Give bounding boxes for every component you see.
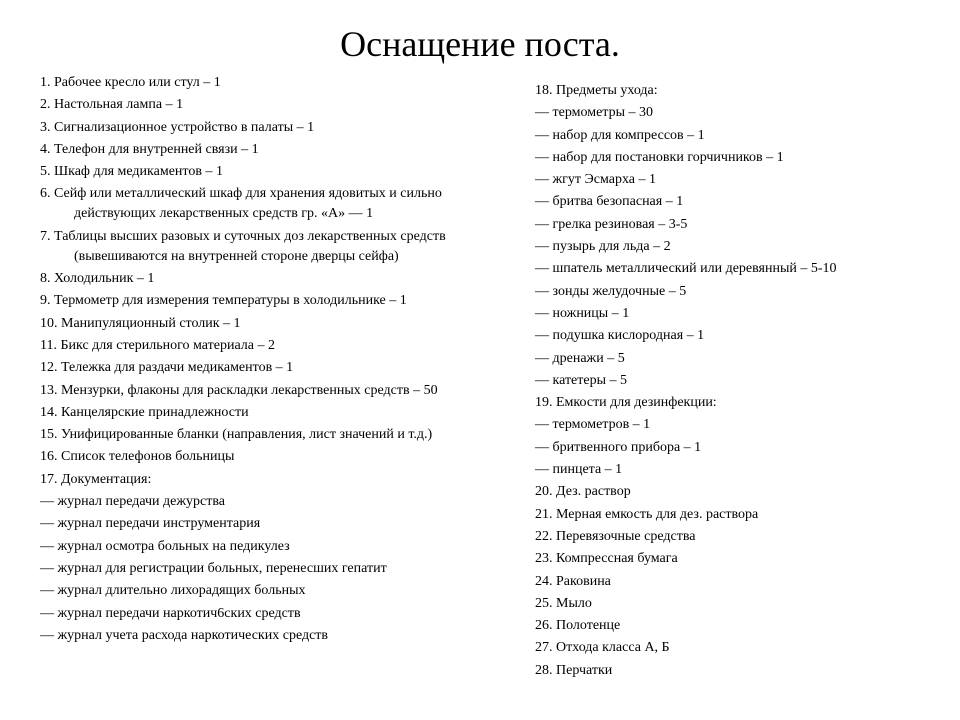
list-item-text: — грелка резиновая – 3-5 <box>535 216 688 232</box>
list-item-text: — журнал учета расхода наркотических средств <box>40 627 329 643</box>
list-item <box>535 170 935 190</box>
list-item-text: 19. Емкости для дезинфекции: <box>535 395 717 411</box>
list-item <box>40 626 520 646</box>
list-item-text: 8. Холодильник – 1 <box>40 271 155 287</box>
list-item <box>40 581 520 601</box>
list-item <box>535 192 935 212</box>
list-item-text: 26. Полотенце <box>535 618 621 634</box>
list-item-text: 3. Сигнализационное устройство в палаты – 1 <box>40 119 315 135</box>
list-item <box>40 425 520 445</box>
slide-title: Оснащение поста. <box>340 24 620 64</box>
list-item <box>535 460 935 480</box>
list-item-text: 28. Перчатки <box>535 662 613 678</box>
list-item-text: — подушка кислородная – 1 <box>535 328 705 344</box>
list-item <box>40 314 520 334</box>
list-item-continuation: действующих лекарственных средств гр. «А» — 1 <box>74 206 374 222</box>
list-item-text: — зонды желудочные – 5 <box>535 283 687 299</box>
list-item <box>535 371 935 391</box>
list-item-text: — журнал осмотра больных на педикулез <box>40 538 290 554</box>
list-item-text: 10. Манипуляционный столик – 1 <box>40 315 241 331</box>
right-equipment-list <box>535 81 935 683</box>
list-item <box>535 549 935 569</box>
list-item <box>535 505 935 525</box>
list-item-text: 20. Дез. раствор <box>535 484 631 500</box>
list-item-text: 9. Термометр для измерения температуры в холодильнике – 1 <box>40 293 407 309</box>
left-equipment-list <box>40 73 520 648</box>
list-item <box>535 126 935 146</box>
list-item <box>535 638 935 658</box>
list-item-text: 13. Мензурки, флаконы для раскладки лекарственных средств – 50 <box>40 382 438 398</box>
list-item-text: 22. Перевязочные средства <box>535 528 696 544</box>
list-item-text: — дренажи – 5 <box>535 350 625 366</box>
list-item-text: 1. Рабочее кресло или стул – 1 <box>40 75 221 90</box>
list-item <box>535 215 935 235</box>
list-item-text: — термометры – 30 <box>535 105 653 121</box>
list-item <box>40 118 520 138</box>
list-item <box>535 661 935 681</box>
list-item-text: — жгут Эсмарха – 1 <box>535 172 656 188</box>
list-item <box>535 349 935 369</box>
list-item <box>40 291 520 311</box>
list-item <box>40 537 520 557</box>
list-item-text: 16. Список телефонов больницы <box>40 449 235 465</box>
list-item <box>535 237 935 257</box>
list-item-text: — пузырь для льда – 2 <box>535 239 671 255</box>
list-item <box>40 162 520 182</box>
list-item <box>40 514 520 534</box>
list-item-text: 25. Мыло <box>535 595 592 611</box>
list-item <box>535 282 935 302</box>
list-item <box>535 415 935 435</box>
list-item <box>535 103 935 123</box>
list-item-text: 15. Унифицированные бланки (направления, лист значений и т.д.) <box>40 427 433 443</box>
list-item <box>535 438 935 458</box>
list-item-text: — термометров – 1 <box>535 417 651 433</box>
list-item <box>40 73 520 93</box>
list-item-text: — катетеры – 5 <box>535 372 628 388</box>
list-item-text: 24. Раковина <box>535 573 611 589</box>
list-item-text: 12. Тележка для раздачи медикаментов – 1 <box>40 360 294 376</box>
list-item <box>40 492 520 512</box>
list-item-text: 2. Настольная лампа – 1 <box>40 97 184 113</box>
list-item <box>535 572 935 592</box>
list-item-text: — бритвенного прибора – 1 <box>535 439 702 455</box>
list-item <box>535 527 935 547</box>
list-item <box>40 336 520 356</box>
list-item-text: 14. Канцелярские принадлежности <box>40 404 249 420</box>
list-item <box>40 140 520 160</box>
list-item <box>535 304 935 324</box>
list-item <box>535 326 935 346</box>
list-item-text: 4. Телефон для внутренней связи – 1 <box>40 141 259 157</box>
list-item-continuation: (вывешиваются на внутренней стороне дверцы сейфа) <box>74 248 399 264</box>
list-item <box>40 403 520 423</box>
list-item-text: — журнал передачи инструментария <box>40 516 261 532</box>
list-item <box>535 81 935 101</box>
list-item <box>535 259 935 279</box>
list-item <box>40 381 520 401</box>
list-item-text: — шпатель металлический или деревянный – 5-10 <box>535 261 837 277</box>
list-item <box>535 393 935 413</box>
list-item <box>40 95 520 115</box>
list-item <box>40 559 520 579</box>
list-item <box>40 184 520 224</box>
list-item-text: — журнал передачи наркотич6ских средств <box>40 605 301 621</box>
list-item-text: 7. Таблицы высших разовых и суточных доз лекарственных средств <box>40 228 446 244</box>
list-item-text: — журнал длительно лихорадящих больных <box>40 583 306 599</box>
list-item-text: 27. Отхода класса А, Б <box>535 640 670 656</box>
list-item <box>40 447 520 467</box>
list-item-text: — бритва безопасная – 1 <box>535 194 684 210</box>
list-item <box>535 594 935 614</box>
list-item <box>40 269 520 289</box>
list-item <box>40 470 520 490</box>
list-item-text: — журнал для регистрации больных, перенесших гепатит <box>40 560 387 576</box>
list-item-text: 17. Документация: <box>40 471 152 487</box>
list-item-text: — набор для постановки горчичников – 1 <box>535 149 784 165</box>
list-item-text: 18. Предметы ухода: <box>535 83 658 98</box>
list-item-text: 5. Шкаф для медикаментов – 1 <box>40 164 223 180</box>
list-item-text: 6. Сейф или металлический шкаф для хранения ядовитых и сильно <box>40 186 442 202</box>
list-item <box>535 482 935 502</box>
list-item-text: 21. Мерная емкость для дез. раствора <box>535 506 759 522</box>
list-item-text: — ножницы – 1 <box>535 305 630 321</box>
list-item <box>535 616 935 636</box>
list-item <box>535 148 935 168</box>
list-item-text: — пинцета – 1 <box>535 462 623 478</box>
list-item-text: 11. Бикс для стерильного материала – 2 <box>40 337 275 353</box>
list-item-text: 23. Компрессная бумага <box>535 551 678 567</box>
list-item <box>40 604 520 624</box>
list-item-text: — набор для компрессов – 1 <box>535 127 705 143</box>
list-item-text: — журнал передачи дежурства <box>40 494 226 510</box>
list-item <box>40 227 520 267</box>
list-item <box>40 358 520 378</box>
